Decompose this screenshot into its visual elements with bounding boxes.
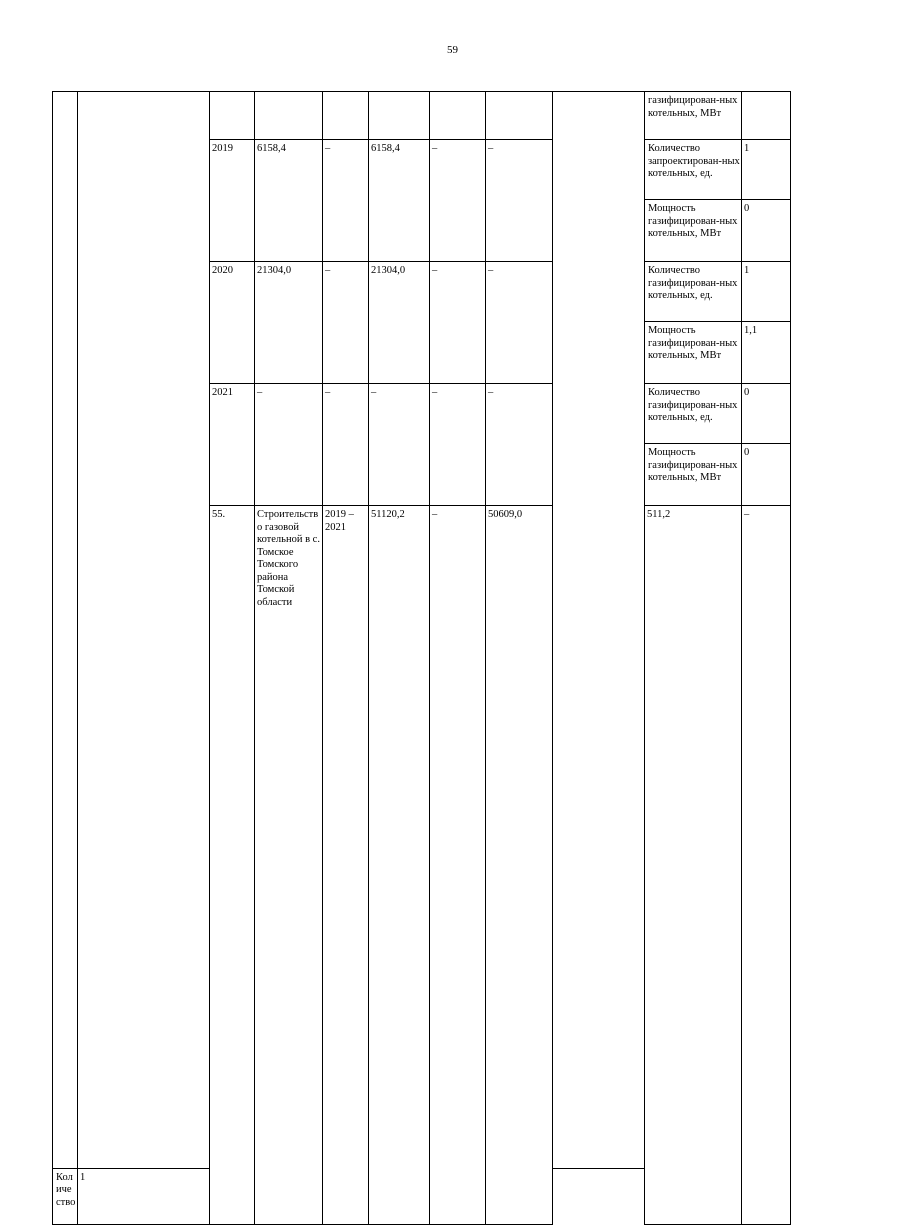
funding-cell <box>323 92 369 140</box>
year-cell: 2019 <box>210 140 255 262</box>
indicator-value-cell: 1 <box>742 140 791 200</box>
table-row <box>53 92 791 140</box>
num-cell-continued <box>53 92 78 1169</box>
funding-cell: – <box>369 384 430 506</box>
funding-cell: – <box>486 140 553 262</box>
indicator-cell: Количество газифицирован-ных котельных, ед. <box>645 262 742 322</box>
total-cell: – <box>255 384 323 506</box>
funding-cell: – <box>323 384 369 506</box>
executor-cell-continued <box>553 92 645 1169</box>
page-number: 59 <box>447 44 458 56</box>
indicator-value-cell: 1 <box>742 262 791 322</box>
indicator-value-cell: 0 <box>742 200 791 262</box>
indicator-value-cell: 0 <box>742 444 791 506</box>
funding-cell <box>369 92 430 140</box>
item-name-cell: Строительство газовой котельной в с. Томское Томского района Томской области <box>255 506 323 1225</box>
indicator-value-cell <box>742 92 791 140</box>
funding-cell: – <box>742 506 791 1225</box>
indicator-cell: Количество запроектирован-ных котельных, ед. <box>645 140 742 200</box>
funding-cell: – <box>430 140 486 262</box>
indicator-cell: Количество газифицирован-ных котельных, ед. <box>645 384 742 444</box>
funding-cell <box>430 92 486 140</box>
indicator-cell: Мощность газифицирован-ных котельных, МВт <box>645 444 742 506</box>
total-cell: 6158,4 <box>255 140 323 262</box>
funding-cell: – <box>486 262 553 384</box>
indicator-value-cell: 1,1 <box>742 322 791 384</box>
total-cell <box>255 92 323 140</box>
funding-cell: – <box>430 384 486 506</box>
funding-cell: 21304,0 <box>369 262 430 384</box>
funding-cell: 511,2 <box>645 506 742 1225</box>
year-cell: 2021 <box>210 384 255 506</box>
indicator-value-cell: 0 <box>742 384 791 444</box>
item-number-cell: 55. <box>210 506 255 1225</box>
funding-cell: – <box>323 262 369 384</box>
total-cell: 21304,0 <box>255 262 323 384</box>
year-cell: 2020 <box>210 262 255 384</box>
funding-cell <box>486 92 553 140</box>
indicator-value-cell: 1 <box>78 1168 210 1224</box>
funding-cell: – <box>323 140 369 262</box>
total-cell: 51120,2 <box>369 506 430 1225</box>
funding-cell: – <box>430 262 486 384</box>
funding-cell: 6158,4 <box>369 140 430 262</box>
indicator-cell: газифицирован-ных котельных, МВт <box>645 92 742 140</box>
funding-cell: – <box>430 506 486 1225</box>
name-cell-continued <box>78 92 210 1169</box>
year-cell: 2019 – 2021 <box>323 506 369 1225</box>
indicator-cell: Мощность газифицирован-ных котельных, МВт <box>645 200 742 262</box>
year-cell <box>210 92 255 140</box>
funding-cell: 50609,0 <box>486 506 553 1225</box>
funding-cell: – <box>486 384 553 506</box>
indicator-cell: Мощность газифицирован-ных котельных, МВт <box>645 322 742 384</box>
indicator-cell: Количество <box>53 1168 78 1224</box>
program-table <box>52 91 791 1225</box>
